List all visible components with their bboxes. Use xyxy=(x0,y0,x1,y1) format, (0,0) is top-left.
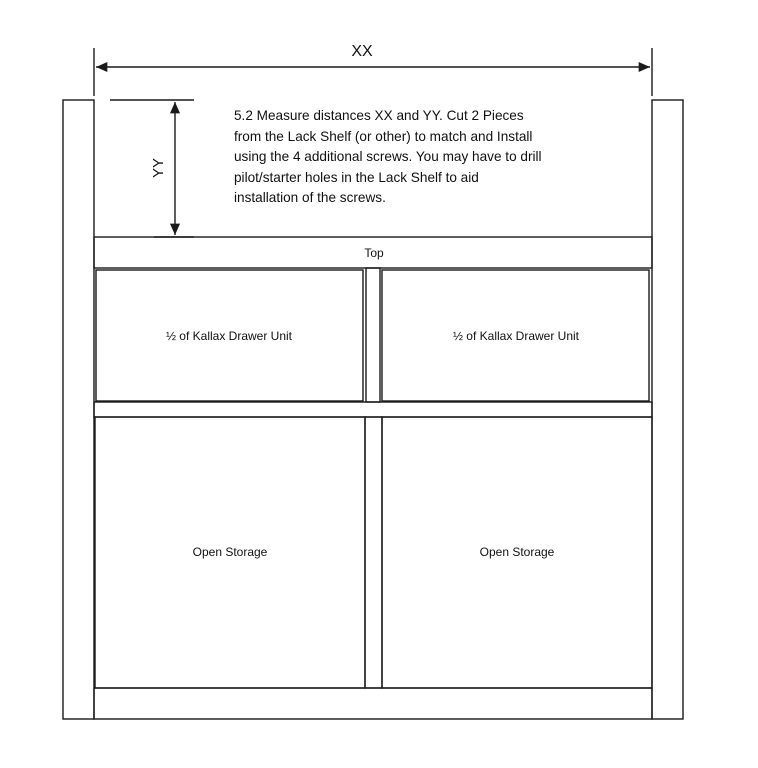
xx-label: XX xyxy=(351,43,373,60)
storage-left-label: Open Storage xyxy=(192,545,268,559)
storage-right-label: Open Storage xyxy=(479,545,555,559)
instruction-text xyxy=(234,106,634,209)
bottom-shelf xyxy=(94,688,652,719)
center-divider-lower xyxy=(365,417,382,688)
instruction-line: using the 4 additional screws. You may have to drill xyxy=(234,149,542,164)
drawer-right-label: ½ of Kallax Drawer Unit xyxy=(452,329,580,343)
top-shelf-label: Top xyxy=(364,246,384,260)
middle-shelf xyxy=(94,402,652,417)
instruction-line: installation of the screws. xyxy=(234,190,386,205)
left-side-panel xyxy=(63,100,94,719)
instruction-line: 5.2 Measure distances XX and YY. Cut 2 Pieces xyxy=(234,108,524,123)
instruction-line: pilot/starter holes in the Lack Shelf to aid xyxy=(234,169,479,185)
center-divider-upper xyxy=(366,268,380,402)
right-side-panel xyxy=(652,100,683,719)
instruction-line: from the Lack Shelf (or other) to match and Install xyxy=(234,128,533,144)
yy-label: YY xyxy=(150,157,167,179)
drawer-left-label: ½ of Kallax Drawer Unit xyxy=(165,329,293,343)
